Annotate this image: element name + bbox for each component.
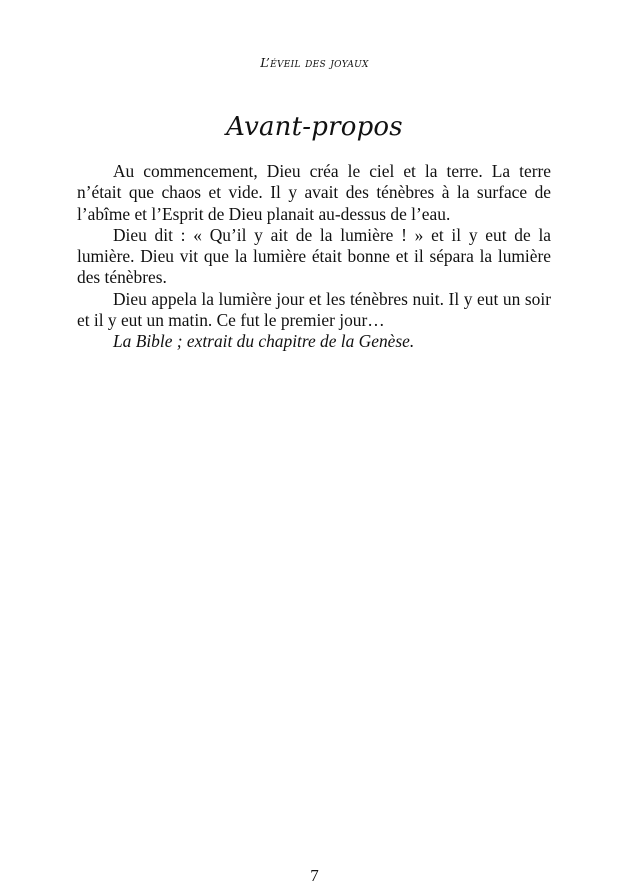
chapter-title: Avant-propos bbox=[226, 112, 403, 142]
source-citation: La Bible ; extrait du chapitre de la Genèse. bbox=[113, 331, 415, 352]
paragraph: Au commencement, Dieu créa le ciel et la terre. La terre n’était que chaos et vide. Il y avait des ténèbres à la surface de l’abîme et l’Esprit de Dieu planait au-dessus de l’eau. bbox=[77, 161, 551, 224]
running-head: L’éveil des joyaux bbox=[260, 55, 369, 70]
paragraph: Dieu appela la lumière jour et les ténèbres nuit. Il y eut un soir et il y eut un matin. Ce fut le premier jour… bbox=[77, 288, 551, 331]
body-text bbox=[77, 161, 551, 353]
paragraph: Dieu dit : « Qu’il y ait de la lumière ! » et il y eut de la lumière. Dieu vit que la lumière était bonne et il sépara la lumière des ténèbres. bbox=[77, 224, 551, 288]
page-number: 7 bbox=[310, 866, 319, 885]
